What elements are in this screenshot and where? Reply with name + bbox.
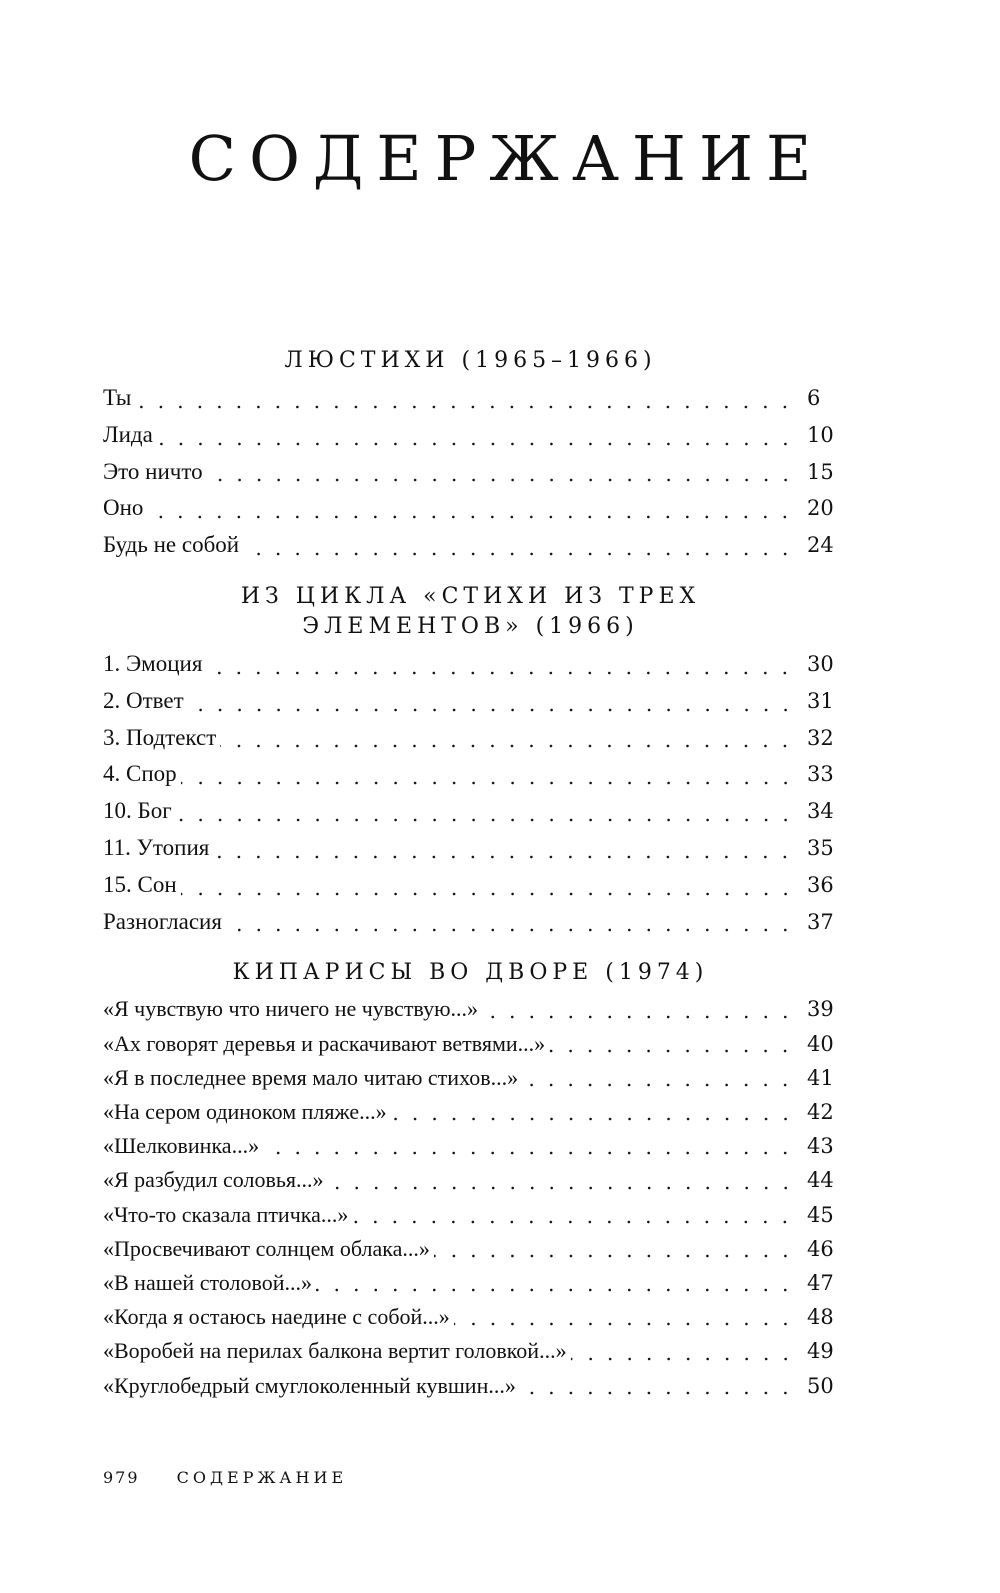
toc-entry[interactable] <box>103 867 833 904</box>
dot-leader <box>243 534 795 557</box>
entry-title: 4. Спор <box>103 761 177 787</box>
dot-leader <box>316 1271 795 1293</box>
toc-entry[interactable] <box>103 454 833 491</box>
entry-page-number: 33 <box>807 762 834 787</box>
entry-page-number: 48 <box>807 1305 834 1330</box>
entry-page-number: 46 <box>807 1236 834 1261</box>
entry-title: «Когда я остаюсь наедине с собой...» <box>103 1304 450 1330</box>
section-heading-line: КИПАРИСЫ ВО ДВОРЕ (1974) <box>232 960 709 986</box>
toc-entry[interactable] <box>103 1300 833 1334</box>
toc-entry[interactable] <box>103 490 833 527</box>
toc-section <box>103 958 833 1402</box>
toc-entry[interactable] <box>103 992 833 1026</box>
toc-entry[interactable] <box>103 380 833 417</box>
entry-title: «Круглобедрый смуглоколенный кувшин...» <box>103 1372 516 1398</box>
dot-leader <box>520 1374 795 1396</box>
toc-entry[interactable] <box>103 527 833 564</box>
dot-leader <box>263 1134 795 1156</box>
entry-title: 3. Подтекст <box>103 724 217 750</box>
entry-page-number: 44 <box>807 1168 834 1193</box>
toc-entry[interactable] <box>103 793 833 830</box>
section-heading <box>103 582 833 642</box>
entry-title: 11. Утопия <box>103 834 210 860</box>
entry-title: «Ах говорят деревья и раскачивают ветвями...» <box>103 1030 546 1056</box>
entry-title: «Воробей на перилах балкона вертит головкой...» <box>103 1338 567 1364</box>
entry-page-number: 20 <box>807 496 834 521</box>
entry-page-number: 32 <box>807 725 834 750</box>
toc-section <box>103 346 833 564</box>
entry-page-number: 45 <box>807 1202 834 1227</box>
entry-title: Будь не собой <box>103 532 240 558</box>
dot-leader <box>147 497 795 520</box>
entry-list <box>103 646 833 940</box>
entry-title: Ты <box>103 385 132 410</box>
dot-leader <box>181 874 795 897</box>
entry-list <box>103 380 833 564</box>
entry-title: «На сером одиноком пляже...» <box>103 1098 387 1124</box>
entry-page-number: 31 <box>807 688 834 713</box>
dot-leader <box>226 910 795 933</box>
toc-entry[interactable] <box>103 683 833 720</box>
dot-leader <box>157 424 795 447</box>
section-heading <box>103 958 833 988</box>
toc-entry[interactable] <box>103 904 833 941</box>
dot-leader <box>176 800 795 823</box>
section-heading-line: ЛЮСТИХИ (1965–1966) <box>284 348 657 373</box>
dot-leader <box>213 837 795 860</box>
toc-section <box>103 582 833 940</box>
dot-leader <box>188 690 795 713</box>
entry-page-number: 6 <box>807 386 821 410</box>
toc-entry[interactable] <box>103 720 833 757</box>
dot-leader <box>522 1066 795 1088</box>
toc-entry[interactable] <box>103 830 833 867</box>
entry-page-number: 49 <box>807 1339 834 1364</box>
toc-entry[interactable] <box>103 1334 833 1368</box>
entry-page-number: 41 <box>807 1065 834 1090</box>
entry-page-number: 15 <box>807 459 834 484</box>
dot-leader <box>181 763 795 786</box>
entry-title: Лида <box>103 421 153 447</box>
entry-page-number: 35 <box>807 835 834 860</box>
toc-entry[interactable] <box>103 1266 833 1300</box>
entry-page-number: 47 <box>807 1270 834 1295</box>
table-of-contents <box>103 346 833 1421</box>
section-heading <box>103 346 833 376</box>
entry-page-number: 42 <box>807 1099 834 1124</box>
entry-page-number: 39 <box>807 997 834 1022</box>
entry-title: 15. Сон <box>103 871 177 897</box>
entry-page-number: 50 <box>807 1373 834 1398</box>
entry-page-number: 34 <box>807 799 834 824</box>
dot-leader <box>328 1169 795 1191</box>
entry-title: «Я в последнее время мало читаю стихов...» <box>103 1064 519 1090</box>
toc-entry[interactable] <box>103 756 833 793</box>
dot-leader <box>220 726 795 749</box>
entry-title: 1. Эмоция <box>103 650 203 676</box>
toc-entry[interactable] <box>103 1232 833 1266</box>
entry-title: Разногласия <box>103 908 222 934</box>
dot-leader <box>206 653 795 676</box>
page-title: СОДЕРЖАНИЕ <box>188 122 825 195</box>
entry-title: «Я чувствую что ничего не чувствую...» <box>103 996 478 1022</box>
entry-title: «Шелковинка...» <box>103 1133 260 1159</box>
toc-entry[interactable] <box>103 1095 833 1129</box>
page-footer <box>103 1468 347 1487</box>
toc-entry[interactable] <box>103 1198 833 1232</box>
entry-page-number: 37 <box>807 909 834 934</box>
dot-leader <box>454 1305 795 1327</box>
dot-leader <box>352 1203 795 1225</box>
section-heading-line: ЭЛЕМЕНТОВ» (1966) <box>302 613 639 639</box>
dot-leader <box>482 998 795 1020</box>
entry-list <box>103 992 833 1402</box>
toc-entry[interactable] <box>103 1369 833 1403</box>
toc-entry[interactable] <box>103 1027 833 1061</box>
entry-title: Оно <box>103 495 144 521</box>
entry-page-number: 40 <box>807 1031 834 1056</box>
entry-title: Это ничто <box>103 458 203 484</box>
entry-page-number: 30 <box>807 651 834 676</box>
dot-leader <box>135 387 795 410</box>
entry-title: «В нашей столовой...» <box>103 1269 312 1295</box>
entry-page-number: 36 <box>807 872 834 897</box>
dot-leader <box>571 1340 795 1362</box>
dot-leader <box>207 460 795 483</box>
toc-entry[interactable] <box>103 1129 833 1163</box>
entry-title: 2. Ответ <box>103 687 184 713</box>
running-head: СОДЕРЖАНИЕ <box>176 1468 348 1487</box>
toc-entry[interactable] <box>103 646 833 683</box>
entry-title: 10. Бог <box>103 798 172 824</box>
section-heading-line: ИЗ ЦИКЛА «СТИХИ ИЗ ТРЕХ <box>240 583 701 609</box>
toc-entry[interactable] <box>103 417 833 454</box>
dot-leader <box>434 1237 795 1259</box>
entry-title: «Просвечивают солнцем облака...» <box>103 1235 430 1261</box>
dot-leader <box>549 1032 795 1054</box>
footer-page-number: 979 <box>103 1468 140 1487</box>
entry-title: «Я разбудил соловья...» <box>103 1167 324 1193</box>
toc-entry[interactable] <box>103 1163 833 1197</box>
entry-page-number: 43 <box>807 1134 834 1159</box>
entry-title: «Что-то сказала птичка...» <box>103 1201 349 1227</box>
dot-leader <box>391 1100 795 1122</box>
entry-page-number: 10 <box>807 422 834 447</box>
toc-entry[interactable] <box>103 1061 833 1095</box>
entry-page-number: 24 <box>807 533 834 558</box>
